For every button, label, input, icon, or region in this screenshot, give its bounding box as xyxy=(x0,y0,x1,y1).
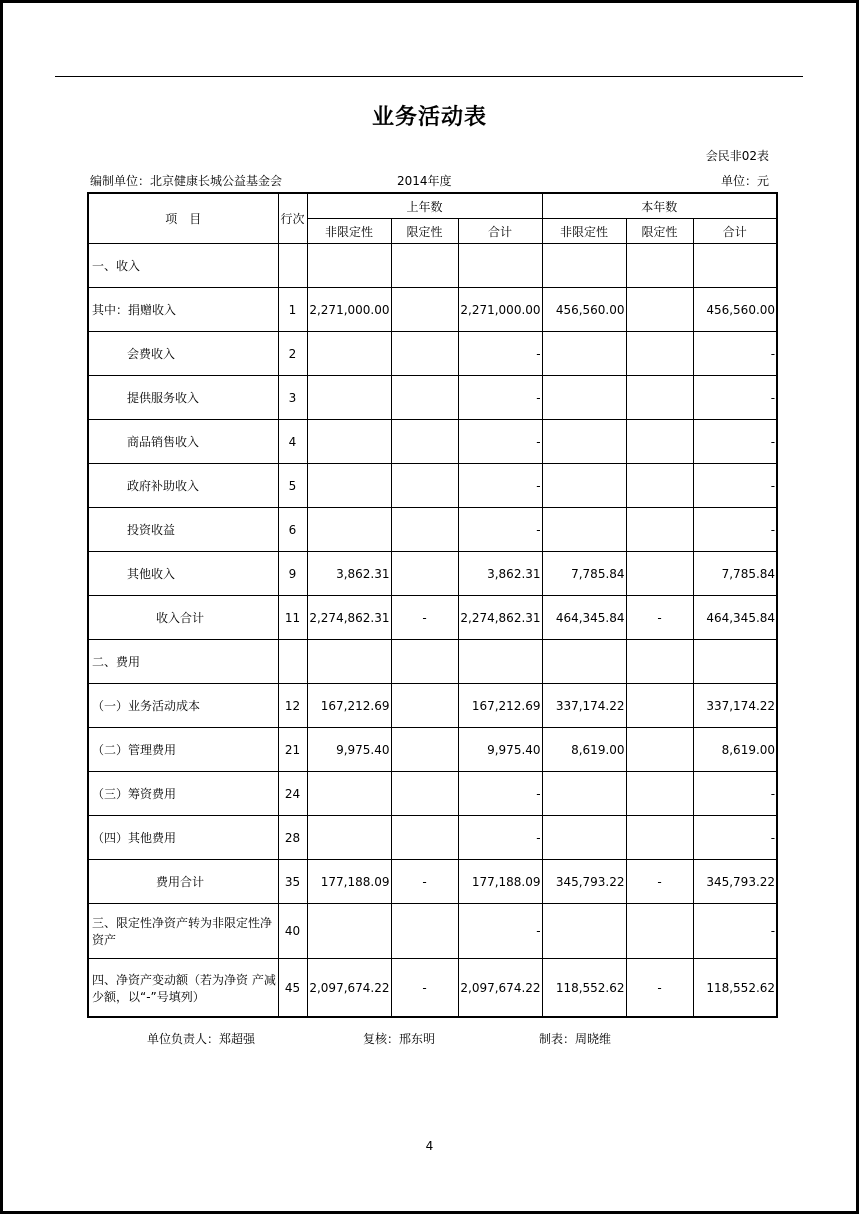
cell-pr xyxy=(391,684,458,728)
cell-ct: - xyxy=(693,904,777,959)
cell-pu: 2,271,000.00 xyxy=(307,288,391,332)
cell-ct: 118,552.62 xyxy=(693,959,777,1018)
header-curr-unrestricted: 非限定性 xyxy=(542,219,626,244)
report-year: 2014年度 xyxy=(397,174,452,188)
cell-pt xyxy=(458,244,542,288)
header-curr-year: 本年数 xyxy=(542,193,777,219)
footer-head: 单位负责人：郑超强 xyxy=(147,1032,256,1046)
cell-cr xyxy=(626,684,693,728)
footer-review: 复核：邢东明 xyxy=(363,1032,436,1046)
page-number: 4 xyxy=(425,1139,434,1153)
organization-label: 编制单位：北京健康长城公益基金会 xyxy=(90,174,283,188)
cell-pr xyxy=(391,640,458,684)
table-row xyxy=(88,816,777,860)
row-label: 投资收益 xyxy=(88,508,278,552)
cell-ct: - xyxy=(693,376,777,420)
cell-ct: 8,619.00 xyxy=(693,728,777,772)
row-number: 11 xyxy=(278,596,307,640)
cell-pu xyxy=(307,772,391,816)
row-number: 28 xyxy=(278,816,307,860)
cell-cr xyxy=(626,244,693,288)
cell-pt: - xyxy=(458,332,542,376)
cell-pt: - xyxy=(458,508,542,552)
cell-pu xyxy=(307,640,391,684)
cell-ct: 345,793.22 xyxy=(693,860,777,904)
row-number xyxy=(278,244,307,288)
cell-pr xyxy=(391,904,458,959)
row-number: 4 xyxy=(278,420,307,464)
cell-cr xyxy=(626,816,693,860)
table-row xyxy=(88,596,777,640)
row-number: 1 xyxy=(278,288,307,332)
header-curr-total: 合计 xyxy=(693,219,777,244)
cell-cr xyxy=(626,464,693,508)
cell-pr: - xyxy=(391,959,458,1018)
cell-pu: 2,097,674.22 xyxy=(307,959,391,1018)
row-label: 一、收入 xyxy=(88,244,278,288)
cell-ct: - xyxy=(693,772,777,816)
row-label: 商品销售收入 xyxy=(88,420,278,464)
cell-cu: 345,793.22 xyxy=(542,860,626,904)
cell-pr: - xyxy=(391,860,458,904)
row-label: 四、净资产变动额（若为净资 产减少额，以“-”号填列） xyxy=(88,959,278,1018)
cell-pr xyxy=(391,464,458,508)
table-row xyxy=(88,332,777,376)
cell-pt: 167,212.69 xyxy=(458,684,542,728)
cell-cu xyxy=(542,772,626,816)
header-prev-unrestricted: 非限定性 xyxy=(307,219,391,244)
row-label: 三、限定性净资产转为非限定性净资产 xyxy=(88,904,278,959)
header-prev-restricted: 限定性 xyxy=(391,219,458,244)
table-row xyxy=(88,376,777,420)
cell-pr xyxy=(391,728,458,772)
cell-pt: - xyxy=(458,772,542,816)
cell-pu: 2,274,862.31 xyxy=(307,596,391,640)
row-label: （一）业务活动成本 xyxy=(88,684,278,728)
cell-pt: - xyxy=(458,420,542,464)
cell-cu: 464,345.84 xyxy=(542,596,626,640)
row-label: 会费收入 xyxy=(88,332,278,376)
cell-pt: 2,271,000.00 xyxy=(458,288,542,332)
row-label: （二）管理费用 xyxy=(88,728,278,772)
header-row-no: 行次 xyxy=(278,193,307,244)
table-row xyxy=(88,244,777,288)
cell-pu: 167,212.69 xyxy=(307,684,391,728)
cell-pu xyxy=(307,816,391,860)
cell-cu xyxy=(542,376,626,420)
table-row xyxy=(88,552,777,596)
cell-ct xyxy=(693,640,777,684)
row-number: 12 xyxy=(278,684,307,728)
cell-pt: 9,975.40 xyxy=(458,728,542,772)
cell-pr xyxy=(391,552,458,596)
row-label: 政府补助收入 xyxy=(88,464,278,508)
cell-cr xyxy=(626,332,693,376)
cell-pt: 177,188.09 xyxy=(458,860,542,904)
cell-pu: 9,975.40 xyxy=(307,728,391,772)
row-label: 其他收入 xyxy=(88,552,278,596)
row-number xyxy=(278,640,307,684)
header-prev-year: 上年数 xyxy=(307,193,542,219)
cell-pt: 2,097,674.22 xyxy=(458,959,542,1018)
row-number: 2 xyxy=(278,332,307,376)
cell-pt: 2,274,862.31 xyxy=(458,596,542,640)
row-number: 40 xyxy=(278,904,307,959)
row-label: 收入合计 xyxy=(88,596,278,640)
cell-cu: 456,560.00 xyxy=(542,288,626,332)
row-number: 5 xyxy=(278,464,307,508)
cell-cr xyxy=(626,552,693,596)
table-row xyxy=(88,684,777,728)
cell-pt: - xyxy=(458,904,542,959)
row-label: 其中：捐赠收入 xyxy=(88,288,278,332)
cell-cr xyxy=(626,904,693,959)
cell-pu xyxy=(307,244,391,288)
table-row xyxy=(88,464,777,508)
cell-pr xyxy=(391,244,458,288)
cell-ct xyxy=(693,244,777,288)
cell-cr: - xyxy=(626,959,693,1018)
cell-pr xyxy=(391,376,458,420)
cell-cu xyxy=(542,420,626,464)
cell-pt: - xyxy=(458,816,542,860)
table-row xyxy=(88,288,777,332)
cell-cr xyxy=(626,420,693,464)
table-row xyxy=(88,640,777,684)
cell-pr: - xyxy=(391,596,458,640)
table-row xyxy=(88,904,777,959)
row-number: 24 xyxy=(278,772,307,816)
header-item: 项 目 xyxy=(88,193,278,244)
cell-pr xyxy=(391,420,458,464)
row-label: （三）筹资费用 xyxy=(88,772,278,816)
row-number: 6 xyxy=(278,508,307,552)
row-number: 9 xyxy=(278,552,307,596)
cell-ct: - xyxy=(693,508,777,552)
cell-pu xyxy=(307,376,391,420)
cell-pt xyxy=(458,640,542,684)
header-curr-restricted: 限定性 xyxy=(626,219,693,244)
row-number: 45 xyxy=(278,959,307,1018)
cell-cu: 118,552.62 xyxy=(542,959,626,1018)
cell-cu: 7,785.84 xyxy=(542,552,626,596)
cell-cu xyxy=(542,332,626,376)
row-number: 21 xyxy=(278,728,307,772)
footer-prepare: 制表：周晓维 xyxy=(539,1032,612,1046)
form-code: 会民非02表 xyxy=(705,149,769,163)
cell-pr xyxy=(391,816,458,860)
cell-pu xyxy=(307,464,391,508)
cell-cr xyxy=(626,288,693,332)
cell-cr xyxy=(626,640,693,684)
cell-ct: - xyxy=(693,464,777,508)
cell-cr xyxy=(626,728,693,772)
cell-pu xyxy=(307,508,391,552)
cell-pu xyxy=(307,420,391,464)
cell-cr xyxy=(626,508,693,552)
cell-cu xyxy=(542,464,626,508)
cell-ct: - xyxy=(693,816,777,860)
cell-pu: 177,188.09 xyxy=(307,860,391,904)
cell-cu xyxy=(542,904,626,959)
cell-cr xyxy=(626,376,693,420)
cell-cu: 337,174.22 xyxy=(542,684,626,728)
cell-pu xyxy=(307,904,391,959)
cell-cu xyxy=(542,508,626,552)
row-label: 二、费用 xyxy=(88,640,278,684)
cell-pu: 3,862.31 xyxy=(307,552,391,596)
cell-ct: - xyxy=(693,420,777,464)
table-row xyxy=(88,508,777,552)
cell-cu: 8,619.00 xyxy=(542,728,626,772)
currency-unit: 单位：元 xyxy=(720,174,769,188)
cell-pr xyxy=(391,772,458,816)
table-row xyxy=(88,860,777,904)
row-label: 提供服务收入 xyxy=(88,376,278,420)
cell-cr: - xyxy=(626,596,693,640)
cell-pu xyxy=(307,332,391,376)
cell-ct: 337,174.22 xyxy=(693,684,777,728)
cell-ct: 456,560.00 xyxy=(693,288,777,332)
cell-pt: - xyxy=(458,376,542,420)
page-title: 业务活动表 xyxy=(371,105,487,130)
cell-cu xyxy=(542,640,626,684)
row-number: 3 xyxy=(278,376,307,420)
cell-cr: - xyxy=(626,860,693,904)
header-rule xyxy=(55,76,803,77)
cell-pr xyxy=(391,288,458,332)
table-row xyxy=(88,728,777,772)
row-number: 35 xyxy=(278,860,307,904)
cell-ct: 7,785.84 xyxy=(693,552,777,596)
row-label: （四）其他费用 xyxy=(88,816,278,860)
cell-ct: - xyxy=(693,332,777,376)
row-label: 费用合计 xyxy=(88,860,278,904)
cell-cr xyxy=(626,772,693,816)
cell-pr xyxy=(391,508,458,552)
table-row xyxy=(88,772,777,816)
cell-cu xyxy=(542,244,626,288)
cell-pt: 3,862.31 xyxy=(458,552,542,596)
cell-pt: - xyxy=(458,464,542,508)
table-row xyxy=(88,420,777,464)
cell-ct: 464,345.84 xyxy=(693,596,777,640)
table-row xyxy=(88,959,777,1018)
cell-pr xyxy=(391,332,458,376)
header-prev-total: 合计 xyxy=(458,219,542,244)
activity-table xyxy=(87,192,778,1018)
cell-cu xyxy=(542,816,626,860)
